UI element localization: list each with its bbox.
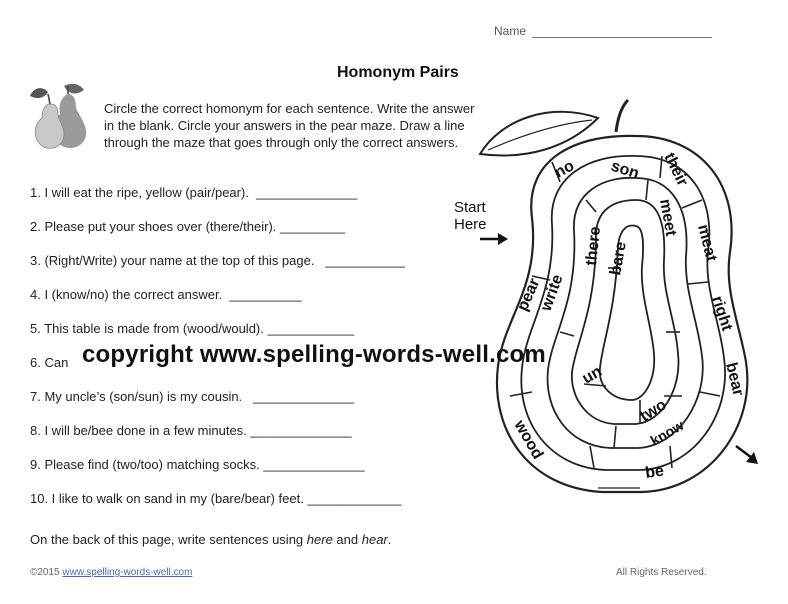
- copyright-left: [30, 567, 192, 578]
- footer-word-hear: hear: [361, 532, 388, 547]
- question-4: 4. I (know/no) the correct answer. __________: [30, 287, 302, 302]
- name-label: Name: [494, 24, 527, 38]
- footer-suffix: .: [387, 532, 392, 547]
- copyright-year: ©2015: [30, 567, 63, 578]
- question-7: 7. My uncle’s (son/sun) is my cousin. ______________: [30, 389, 355, 404]
- start-arrow-icon: [480, 233, 508, 245]
- maze-leaf: [480, 112, 598, 156]
- maze-word-no[interactable]: no: [551, 157, 578, 182]
- maze-word-meat[interactable]: meat: [694, 222, 720, 264]
- maze-walls: [510, 156, 720, 468]
- maze-word-pear[interactable]: pear: [514, 275, 544, 314]
- question-8: 8. I will be/bee done in a few minutes. ______________: [30, 423, 352, 438]
- maze-word-two[interactable]: two: [637, 396, 670, 426]
- maze-word-meet[interactable]: meet: [656, 197, 680, 238]
- name-field[interactable]: [494, 24, 712, 38]
- maze-word-be[interactable]: be: [644, 462, 666, 482]
- name-blank[interactable]: [532, 25, 712, 38]
- pear-maze: [440, 96, 770, 496]
- question-1: 1. I will eat the ripe, yellow (pair/pear). ______________: [30, 185, 358, 200]
- copyright-link[interactable]: www.spelling-words-well.com: [62, 567, 193, 578]
- question-9: 9. Please find (two/too) matching socks. ______________: [30, 457, 365, 472]
- maze-word-write[interactable]: write: [537, 272, 567, 314]
- maze-start-label: Start: [454, 199, 486, 216]
- question-3: 3. (Right/Write) your name at the top of this page. ___________: [30, 253, 405, 268]
- question-2: 2. Please put your shoes over (there/their). _________: [30, 219, 346, 234]
- maze-word-right[interactable]: right: [708, 293, 736, 334]
- footer-instruction: [30, 532, 391, 547]
- end-arrow-icon: [736, 446, 758, 464]
- maze-word-bear[interactable]: bear: [722, 360, 747, 398]
- question-6: 6. Can: [30, 355, 69, 370]
- maze-word-son[interactable]: son: [608, 157, 642, 183]
- footer-word-here: here: [306, 532, 333, 547]
- maze-word-wood[interactable]: wood: [510, 417, 547, 463]
- maze-ring-3: [548, 178, 703, 448]
- footer-prefix: On the back of this page, write sentences using: [30, 532, 307, 547]
- copyright-right: All Rights Reserved.: [616, 567, 707, 578]
- copyright-watermark: copyright www.spelling-words-well.com: [82, 341, 546, 368]
- maze-start-label-2: Here: [454, 216, 487, 233]
- maze-word-there[interactable]: there: [583, 225, 605, 267]
- maze-word-bare[interactable]: bare: [607, 240, 630, 277]
- page-title: Homonym Pairs: [337, 64, 459, 81]
- pear-icon: [28, 82, 90, 154]
- footer-mid: and: [332, 532, 362, 547]
- maze-word-un[interactable]: un: [579, 362, 605, 388]
- maze-word-their[interactable]: their: [660, 150, 691, 189]
- question-5: 5. This table is made from (wood/would). ____________: [30, 321, 355, 336]
- instructions: Circle the correct homonym for each sentence. Write the answer in the blank. Circle your answers in the pear maze. Draw a line through the maze that goes through only the correct answers.: [104, 101, 475, 150]
- maze-word-know[interactable]: know: [647, 416, 687, 449]
- question-10: 10. I like to walk on sand in my (bare/bear) feet. _____________: [30, 491, 402, 506]
